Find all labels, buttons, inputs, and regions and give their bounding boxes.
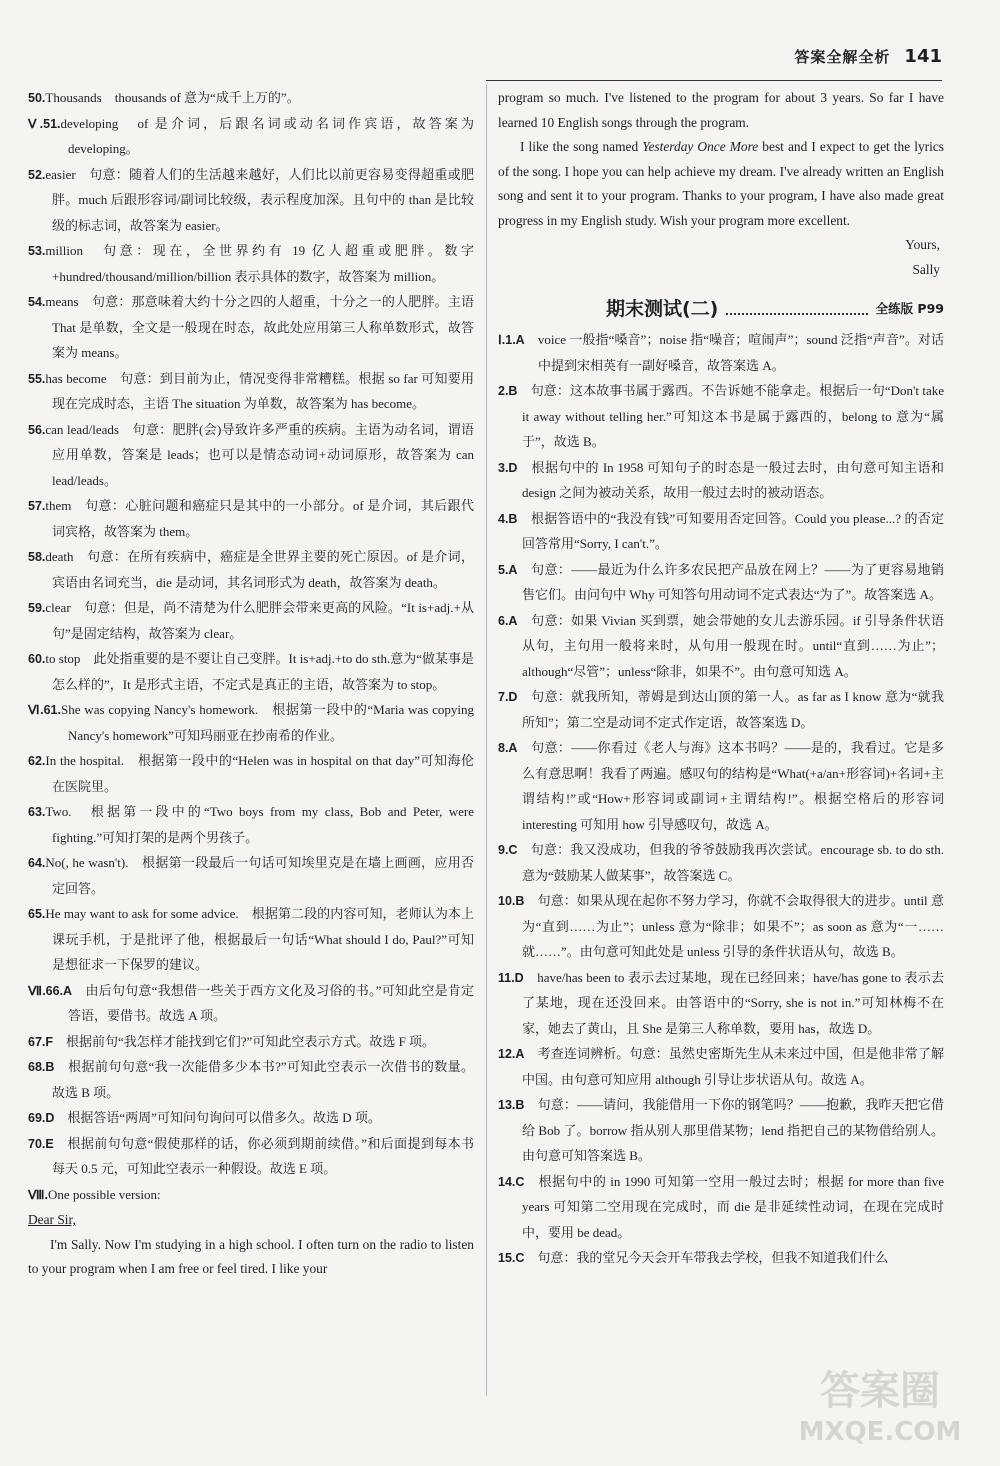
right-column [498, 86, 944, 1272]
answer-explanation: 句意：——你看过《老人与海》这本书吗？——是的，我看过。它是多么有意思啊！我看了两遍。感叹句的结构是“What(+a/an+形容词)+名词+主谓结构!”或“How+形容词或副词+主谓结构!”。根据空格后的形容词 interesting 可知用 how 引导感叹句，故选 A。 [517, 740, 944, 832]
question-number: 68.B [28, 1060, 55, 1074]
answer-explanation: One possible version: [47, 1186, 161, 1202]
letter-salutation-line [28, 1208, 474, 1233]
question-number: 14.C [498, 1174, 525, 1189]
question-number: 11.D [498, 970, 524, 985]
question-number: 55. [28, 371, 46, 386]
letter-paragraph-1: I'm Sally. Now I'm studying in a high school. I often turn on the radio to listen to your program when I am free or feel tired. I like your [28, 1236, 474, 1276]
answer-explanation: He may want to ask for some advice. 根据第二段的内容可知，老师认为本上课玩手机，于是批评了他，根据最后一句话“What should I do, Paul?”可知是想征求一下保罗的建议。 [45, 906, 474, 972]
watermark-line-2: MXQE.COM [798, 1417, 962, 1447]
question-number: 57. [28, 499, 46, 513]
answer-entry [28, 290, 474, 367]
answer-explanation: 根据前句句意“我一次能借多少本书?”可知此空表示一次借书的数量。故选 B 项。 [52, 1059, 474, 1100]
answer-explanation: 句意：——最近为什么许多农民把产品放在网上？——为了更容易地销售它们。由问句中 Why 可知答句用动词不定式表达“为了”。故答案选 A。 [517, 561, 944, 602]
answer-entry [498, 456, 944, 507]
question-number: 63. [28, 805, 46, 819]
column-divider [486, 84, 487, 1396]
header-title: 答案全解全析 [794, 48, 891, 66]
answer-entry [28, 647, 474, 698]
answer-explanation: 根据答语“两周”可知问句询问可以借多久。故选 D 项。 [54, 1110, 381, 1125]
answer-explanation: In the hospital. 根据第一段中的“Helen was in hospital on that day”可知海伦在医院里。 [45, 753, 474, 794]
answer-entry [498, 507, 944, 558]
answer-entry [28, 1030, 474, 1056]
page-number: 141 [904, 46, 942, 67]
header-rule [486, 80, 942, 81]
question-number: 3.D [498, 460, 518, 475]
answer-entry [28, 494, 474, 545]
answer-entry [498, 685, 944, 736]
answer-entry [28, 112, 474, 163]
question-number: 5.A [498, 562, 518, 577]
page-header [794, 46, 942, 74]
answer-explanation: developing of 是介词，后跟名词或动名词作宾语，故答案为 developing。 [60, 115, 475, 156]
question-number: Ⅵ.61. [28, 703, 61, 717]
answer-explanation: 句意：我又没成功，但我的爷爷鼓励我再次尝试。encourage sb. to do sth.意为“鼓励某人做某事”，故答案选 C。 [517, 842, 944, 883]
letter-closing: Yours, [905, 237, 940, 252]
question-number: 9.C [498, 843, 518, 857]
question-number: 4.B [498, 511, 518, 526]
left-answer-list [28, 86, 474, 1208]
letter-salutation: Dear Sir, [28, 1212, 76, 1227]
answer-entry [28, 979, 474, 1030]
watermark-line-1: 答案圈 [820, 1368, 940, 1414]
question-number: 59. [28, 601, 46, 615]
answer-explanation: 由后句句意“我想借一些关于西方文化及习俗的书。”可知此空是肯定答语，要借书。故选 A 项。 [68, 982, 474, 1023]
question-number: 69.D [28, 1111, 55, 1125]
answer-entry [498, 609, 944, 686]
right-answer-list [498, 328, 944, 1272]
answer-explanation: 根据答语中的“我没有钱”可知要用否定回答。Could you please...? 的否定回答常用“Sorry, I can't.”。 [517, 510, 944, 551]
answer-explanation: Thousands thousands of 意为“成千上万的”。 [45, 90, 300, 105]
answer-explanation: Two. 根据第一段中的“Two boys from my class, Bob and Peter, were fighting.”可知打架的是两个男孩子。 [45, 804, 474, 845]
answer-entry [28, 418, 474, 495]
question-number: 56. [28, 422, 46, 437]
answer-explanation: 根据句中的 in 1990 可知第一空用一般过去时；根据 for more than five years 可知第二空用现在完成时，而 die 是非延续性动词，在现在完成时中，要用 be dead。 [522, 1173, 944, 1240]
answer-entry [498, 1246, 944, 1272]
question-number: 10.B [498, 894, 525, 908]
answer-explanation: 根据句中的 In 1958 可知句子的时态是一般过去时，由句意可知主语和 design 之间为被动关系，故用一般过去时的被动语态。 [517, 459, 944, 500]
answer-explanation: She was copying Nancy's homework. 根据第一段中的“Maria was copying Nancy's homework”可知玛丽亚在抄南希的作业。 [60, 702, 474, 743]
answer-explanation: means 句意：那意味着大约十分之四的人超重，十分之一的人肥胖。主语 That 是单数，全文是一般现在时态，故此处应用第三人称单数形式，故答案为 means。 [45, 294, 474, 360]
answer-explanation: have/has been to 表示去过某地，现在已经回来；have/has gone to 表示去了某地，现在还没回来。由答语中的“Sorry, she is not in.”可知林梅不在家，她去了黄山，且 She 是第三人称单数，要用 has，故选 D。 [522, 969, 944, 1036]
question-number: 58. [28, 550, 46, 564]
answer-entry [28, 1132, 474, 1183]
question-number: 54. [28, 295, 46, 309]
section-reference: 全练版 P99 [875, 300, 944, 316]
question-number: 70.E [28, 1136, 54, 1151]
answer-entry [498, 1093, 944, 1170]
answer-explanation: them 句意：心脏问题和癌症只是其中的一小部分。of 是介词，其后跟代词宾格，故答案为 them。 [45, 498, 474, 539]
answer-entry [28, 1055, 474, 1106]
watermark-logo [780, 1358, 980, 1450]
answer-entry [28, 902, 474, 979]
answer-explanation: can lead/leads 句意：肥胖(会)导致许多严重的疾病。主语为动名词，谓语应用单数，答案是 leads；也可以是情态动词+动词原形，故答案为 can lead/leads。 [45, 421, 474, 488]
question-number: 2.B [498, 384, 518, 398]
answer-entry [28, 800, 474, 851]
answer-entry [28, 1106, 474, 1132]
answer-entry [28, 596, 474, 647]
answer-entry [498, 1042, 944, 1093]
song-title: Yesterday Once More [642, 139, 759, 154]
answer-entry [28, 1183, 474, 1209]
answer-explanation: clear 句意：但是，尚不清楚为什么肥胖会带来更高的风险。“It is+adj.+从句”是固定结构，故答案为 clear。 [45, 600, 474, 641]
letter-signature: Sally [912, 261, 940, 277]
answer-entry [28, 545, 474, 596]
answer-explanation: 句意：如果 Vivian 买到票，她会带她的女儿去游乐园。if 引导条件状语从句，主句用一般将来时，从句用一般现在时。until“直到……为止”；although“尽管”；unless“除非，如果不”。由句意可知选 A。 [517, 612, 944, 679]
section-heading [498, 294, 944, 324]
answer-explanation: voice 一般指“嗓音”；noise 指“噪音；喧闹声”；sound 泛指“声音”。对话中提到宋相英有一副好嗓音，故答案选 A。 [524, 332, 944, 373]
answer-explanation: has become 句意：到目前为止，情况变得非常糟糕。根据 so far 可知要用现在完成时态，主语 The situation 为单数，故答案为 has become。 [45, 370, 474, 411]
question-number: 50. [28, 91, 46, 105]
answer-entry [28, 749, 474, 800]
left-column [28, 86, 474, 1282]
answer-explanation: to stop 此处指重要的是不要让自己变胖。It is+adj.+to do sth.意为“做某事是怎么样的”，It 是形式主语，不定式是真正的主语，故答案为 to stop。 [45, 651, 474, 692]
letter-text: I like the song named [520, 139, 643, 154]
answer-entry [498, 736, 944, 838]
answer-entry [28, 367, 474, 418]
question-number: 7.D [498, 690, 518, 704]
answer-explanation: No(, he wasn't). 根据第一段最后一句话可知埃里克是在墙上画画，应用否定回答。 [45, 855, 474, 896]
answer-explanation: 考查连词辨析。句意：虽然史密斯先生从未来过中国，但是他非常了解中国。由句意可知应用 although 引导让步状语从句。故选 A。 [522, 1046, 944, 1087]
answer-entry [28, 698, 474, 749]
question-number: 60. [28, 652, 46, 666]
answer-explanation: million 句意：现在，全世界约有 19 亿人超重或肥胖。数字+hundred/thousand/million/billion 表示具体的数字，故答案为 million。 [45, 243, 474, 284]
question-number: 53. [28, 244, 46, 258]
question-number: 12.A [498, 1047, 525, 1061]
answer-explanation: 句意：我的堂兄今天会开车带我去学校，但我不知道我们什么 [524, 1250, 889, 1265]
answer-entry [28, 163, 474, 240]
letter-paragraph-1-continued: program so much. I've listened to the program for about 3 years. So far I have learned 10 English songs through the program. [498, 90, 944, 130]
answer-explanation: 根据前句“我怎样才能找到它们?”可知此空表示方式。故选 F 项。 [53, 1033, 436, 1049]
answer-explanation: easier 句意：随着人们的生活越来越好，人们比以前更容易变得超重或肥胖。much 后跟形容词/副词比较级，表示程度加深。且句中的 than 是比较级的标志词，故答案为 easier。 [45, 166, 474, 233]
answer-entry [498, 966, 944, 1043]
question-number: 64. [28, 856, 46, 870]
answer-explanation: 句意：这本故事书属于露西。不告诉她不能拿走。根据后一句“Don't take it away without telling her.”可知这本书是属于露西的，belong to 意为“属于”，故选 B。 [517, 383, 944, 449]
question-number: 67.F [28, 1034, 54, 1049]
question-number: Ⅰ.1.A [498, 333, 525, 347]
answer-explanation: 根据前句句意“假使那样的话，你必须到期前续借。”和后面提到每本书每天 0.5 元，可知此空表示一种假设。故选 E 项。 [52, 1135, 474, 1176]
answer-entry [498, 379, 944, 456]
question-number: 13.B [498, 1098, 525, 1112]
section-title: 期末测试(二) [606, 297, 719, 320]
question-number: 52. [28, 167, 46, 182]
answer-entry [498, 889, 944, 966]
letter-text: best and I expect to get the lyrics of the song. I hope you can help achieve my dream. I've already written an English song and sent it to your program. Thanks to your program, I have also made great progress in my English study. Wish your program more excellent. [498, 139, 944, 228]
question-number: 15.C [498, 1251, 525, 1265]
answer-entry [28, 86, 474, 112]
question-number: 65. [28, 907, 46, 921]
question-number: 62. [28, 754, 46, 768]
letter-paragraph-2 [498, 135, 944, 233]
answer-explanation: 句意：——请问，我能借用一下你的钢笔吗？——抱歉，我昨天把它借给 Bob 了。borrow 指从别人那里借某物；lend 指把自己的某物借给别人。由句意可知答案选 B。 [522, 1097, 944, 1163]
question-number: Ⅴ.51. [28, 116, 61, 131]
question-number: 8.A [498, 741, 518, 755]
answer-entry [28, 851, 474, 902]
answer-explanation: death 句意：在所有疾病中，癌症是全世界主要的死亡原因。of 是介词，宾语由名词充当，die 是动词，其名词形式为 death，故答案为 death。 [45, 549, 474, 590]
answer-entry [28, 239, 474, 290]
question-number: Ⅷ. [28, 1187, 48, 1202]
answer-explanation: 句意：如果从现在起你不努力学习，你就不会取得很大的进步。until 意为“直到……为止”；unless 意为“除非；如果不”；as soon as 意为“一……就……”。由句意可知此处是 unless 引导的条件状语从句，故选 B。 [522, 893, 944, 959]
question-number: 6.A [498, 613, 518, 628]
question-number: Ⅶ.66.A [28, 983, 73, 998]
answer-entry [498, 328, 944, 379]
answer-explanation: 句意：就我所知，蒂姆是到达山顶的第一人。as far as I know 意为“就我所知”；第二空是动词不定式作定语，故答案选 D。 [517, 689, 944, 730]
answer-entry [498, 1170, 944, 1247]
leader-dots [726, 303, 867, 315]
answer-entry [498, 838, 944, 889]
answer-entry [498, 558, 944, 609]
